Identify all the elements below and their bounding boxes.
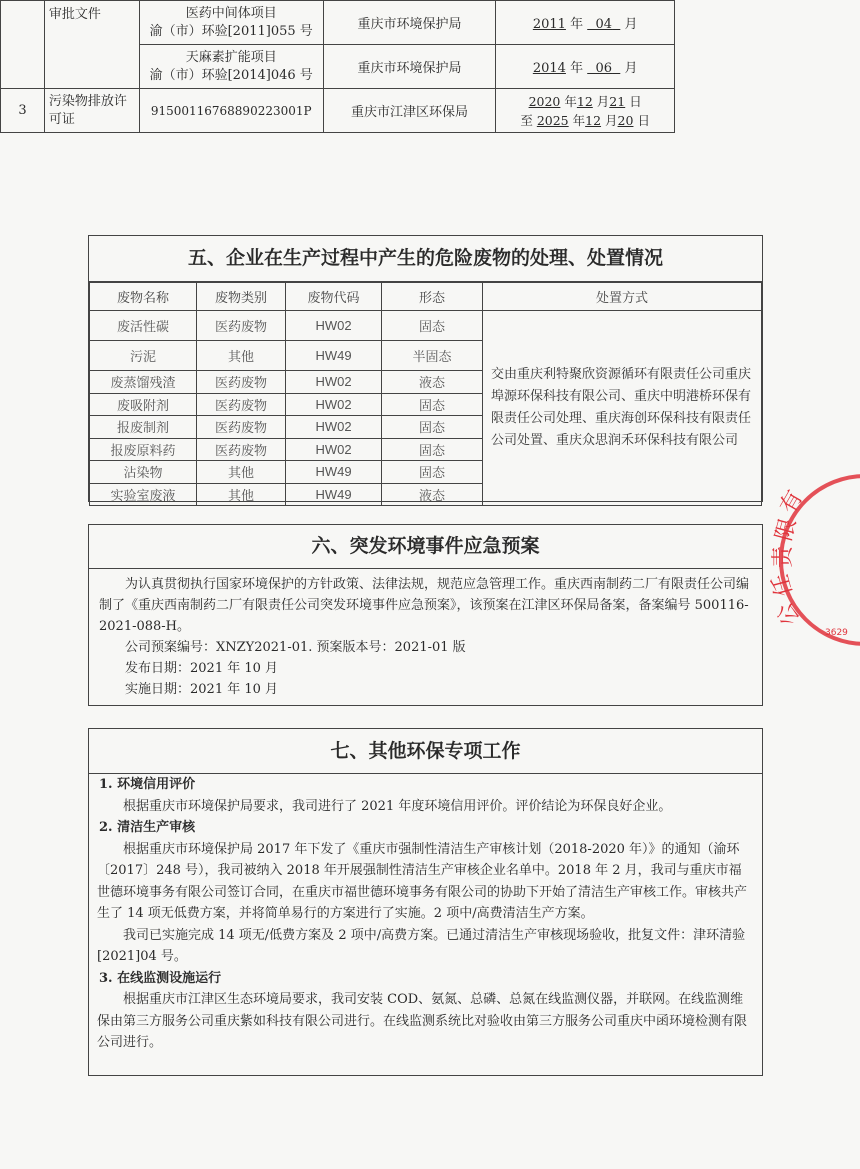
svg-text:限: 限: [771, 515, 802, 544]
approval-table: [0, 0, 675, 133]
table-row: 污泥: [90, 341, 197, 371]
svg-text:有: 有: [775, 486, 809, 518]
emergency-plan-section: [88, 524, 763, 706]
approval2-doc: 天麻素扩能项目 渝（市）环验[2014]046 号: [139, 45, 323, 89]
item2-text2: 我司已实施完成 14 项无/低费方案及 2 项中/高费方案。已通过清洁生产审核现场验收，批复文件：津环清验[2021]04 号。: [97, 927, 746, 964]
svg-text:任: 任: [767, 571, 798, 599]
row3-number: 3: [1, 89, 45, 133]
company-seal-stamp: [767, 470, 860, 650]
plan-number: 公司预案编号：XNZY2021-01. 预案版本号：2021-01 版: [125, 640, 466, 655]
table-row: 废活性碳: [90, 311, 197, 341]
table-row: 实验室废液: [90, 483, 197, 506]
hazardous-waste-section: [88, 235, 763, 502]
header-form: 形态: [382, 283, 483, 311]
table-row: 沾染物: [90, 461, 197, 484]
approval2-authority: 重庆市环境保护局: [323, 45, 496, 89]
table-row: 报废制剂: [90, 416, 197, 439]
item2-text: 根据重庆市环境保护局 2017 年下发了《重庆市强制性清洁生产审核计划（2018-2020 年）》的通知（渝环〔2017〕248 号），我司被纳入 2018 年开展强制性清洁生产审核企业名单中。2018 年 2 月，我司与重庆市福世德环境事务有限公司签订合同，在重庆市福世德环境事务有限公司的协助下开始了清洁生产审核工作。审核共产生了 14 项无低费方案，并将简单易行的方案进行了实施。2 项中/高费清洁生产方案。: [97, 841, 748, 921]
other-env-work-section: [88, 728, 763, 1076]
approval1-date: 2011 年 04 月: [496, 1, 675, 45]
table-row: 废吸附剂: [90, 393, 197, 416]
section7-title: 七、其他环保专项工作: [89, 729, 762, 774]
implement-date: 实施日期：2021 年 10 月: [125, 682, 279, 697]
item3-heading: 3. 在线监测设施运行: [99, 970, 222, 986]
table-row: 废蒸馏残渣: [90, 371, 197, 394]
section5-title: 五、企业在生产过程中产生的危险废物的处理、处置情况: [89, 236, 762, 282]
disposal-method: 交由重庆利特聚欣资源循环有限责任公司重庆埠源环保科技有限公司、重庆中明港桥环保有限责任公司处理、重庆海创环保科技有限责任公司处置、重庆众思润禾环保科技有限公司: [483, 311, 762, 506]
permit-code: 91500116768890223001P: [139, 89, 323, 133]
approval1-doc: 医药中间体项目 渝（市）环验[2011]055 号: [139, 1, 323, 45]
svg-text:公: 公: [772, 597, 806, 630]
approval1-authority: 重庆市环境保护局: [323, 1, 496, 45]
permit-label: 污染物排放许 可证: [44, 89, 139, 133]
seal-number: 3629: [825, 628, 848, 638]
item3-text: 根据重庆市江津区生态环境局要求，我司安装 COD、氨氮、总磷、总氮在线监测仪器，并联网。在线监测维保由第三方服务公司重庆紫如科技有限公司进行。在线监测系统比对验收由第三方服务公司重庆中函环境检测有限公司进行。: [97, 992, 748, 1050]
table-row: 报废原料药: [90, 438, 197, 461]
item1-heading: 1. 环境信用评价: [99, 777, 196, 792]
header-name: 废物名称: [90, 283, 197, 311]
header-category: 废物类别: [197, 283, 286, 311]
waste-table: 废物名称 废物类别 废物代码 形态 处置方式 废活性碳 医药废物 HW02 固态 交由重庆利特聚欣资源循环有限责任公司重庆埠源环保科技有限公司、重庆中明港桥环保有限责任公司处理、重庆海创环保科技有限责任公司处置、重庆众思润禾环保科技有限公司 污泥 其他 HW49 半固态 废蒸馏残渣 医药废物 HW02 液态 废吸附剂 医药废物 HW02 固态 报废制剂 医药废物 HW02 固态 报废原料药 医药废物 HW02 固态 沾染物 其他 HW49 固态 实验室废液 其他 HW49 液态: [89, 282, 762, 506]
section6-title: 六、突发环境事件应急预案: [89, 525, 762, 569]
row-number-cell: [1, 1, 45, 89]
header-disposal: 处置方式: [483, 283, 762, 311]
permit-validity: 2020 年12 月21 日 至 2025 年12 月20 日: [496, 89, 675, 133]
item1-text: 根据重庆市环境保护局要求，我司进行了 2021 年度环境信用评价。评价结论为环保良好企业。: [123, 798, 672, 814]
publish-date: 发布日期：2021 年 10 月: [125, 661, 279, 676]
approval2-date: 2014 年 06 月: [496, 45, 675, 89]
svg-text:责: 责: [771, 545, 796, 568]
permit-authority: 重庆市江津区环保局: [323, 89, 496, 133]
section6-paragraph: 为认真贯彻执行国家环境保护的方针政策、法律法规，规范应急管理工作。重庆西南制药二厂有限责任公司编制了《重庆西南制药二厂有限责任公司突发环境事件应急预案》，该预案在江津区环保局备案，备案编号 500116-2021-088-H。: [99, 577, 750, 634]
approval-label: 审批文件: [44, 1, 139, 89]
header-code: 废物代码: [286, 283, 382, 311]
item2-heading: 2. 清洁生产审核: [99, 820, 196, 835]
